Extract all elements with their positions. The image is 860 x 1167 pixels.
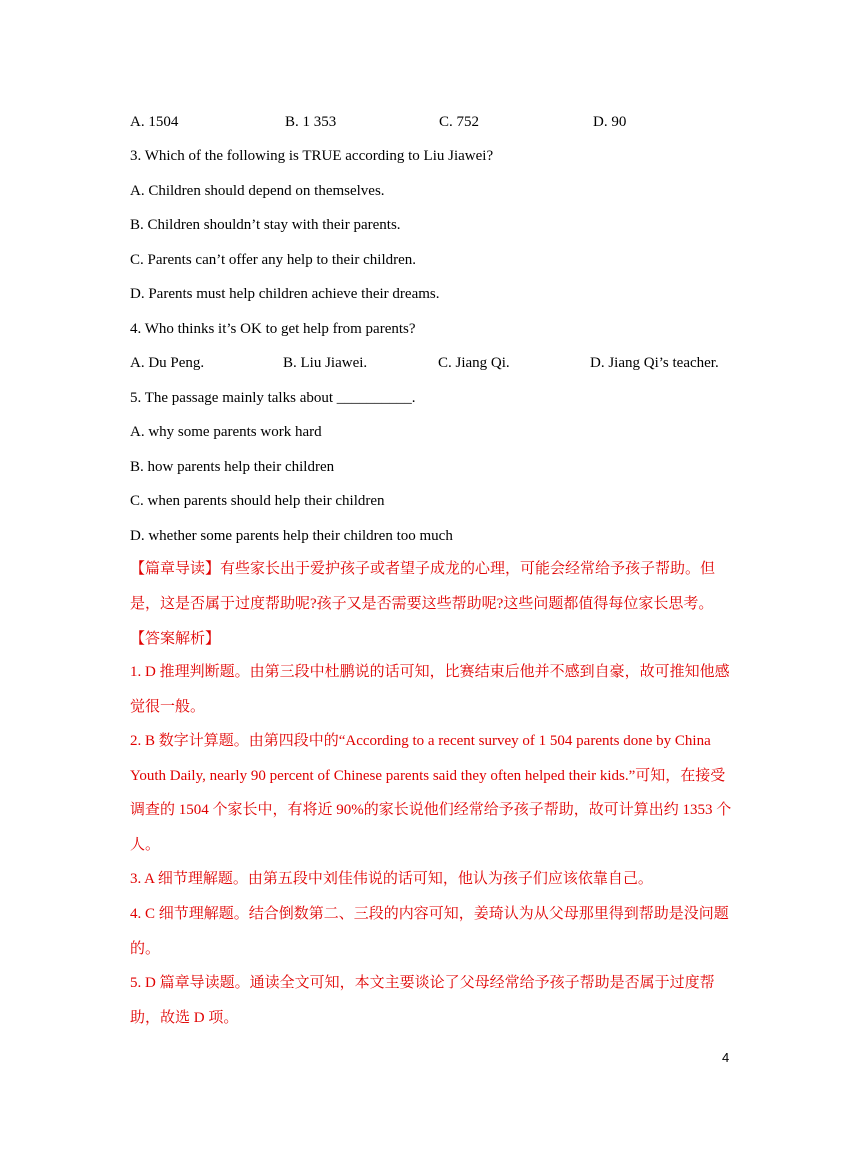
q3-option-c: C. Parents can’t offer any help to their children. — [130, 252, 417, 268]
answer-analysis-title: 【答案解析】 — [130, 631, 221, 647]
q3-option-d: D. Parents must help children achieve their dreams. — [130, 286, 440, 302]
q5-question: 5. The passage mainly talks about __________. — [130, 390, 416, 406]
q4-option-a: A. Du Peng. — [130, 355, 205, 371]
q2-option-a: A. 1504 — [130, 114, 179, 130]
q4-option-b: B. Liu Jiawei. — [283, 355, 368, 371]
q5-option-d: D. whether some parents help their children too much — [130, 528, 453, 544]
q5-option-a: A. why some parents work hard — [130, 424, 322, 440]
q4-option-c: C. Jiang Qi. — [438, 355, 510, 371]
answer-3: 3. A 细节理解题。由第五段中刘佳伟说的话可知，他认为孩子们应该依靠自己。 — [130, 871, 653, 887]
answer-5: 5. D 篇章导读题。通读全文可知，本文主要谈论了父母经常给予孩子帮助是否属于过度帮助，故选 D 项。 — [130, 975, 715, 1026]
q3-option-a: A. Children should depend on themselves. — [130, 183, 385, 199]
page-number: 4 — [722, 1050, 730, 1065]
answer-2: 2. B 数字计算题。由第四段中的“According to a recent survey of 1 504 parents done by China Youth Daily, nearly 90 percent of Chinese parents said they often helped their kids.”可知，在接受调查的 1504 个家长中，有将近 90%的家长说他们经常给予孩子帮助，故可计算出约 1353 个人。 — [130, 733, 732, 853]
q2-option-d: D. 90 — [593, 114, 627, 130]
q3-option-b: B. Children shouldn’t stay with their parents. — [130, 217, 401, 233]
answer-4: 4. C 细节理解题。结合倒数第二、三段的内容可知，姜琦认为从父母那里得到帮助是没问题的。 — [130, 906, 729, 957]
q4-question: 4. Who thinks it’s OK to get help from parents? — [130, 321, 416, 337]
q4-option-d: D. Jiang Qi’s teacher. — [590, 355, 719, 371]
passage-guide: 【篇章导读】有些家长出于爱护孩子或者望子成龙的心理，可能会经常给予孩子帮助。但是，这是否属于过度帮助呢?孩子又是否需要这些帮助呢?这些问题都值得每位家长思考。 — [130, 561, 716, 612]
q2-option-b: B. 1 353 — [285, 114, 337, 130]
q2-option-c: C. 752 — [439, 114, 480, 130]
q3-question: 3. Which of the following is TRUE according to Liu Jiawei? — [130, 148, 494, 164]
q5-option-b: B. how parents help their children — [130, 459, 335, 475]
answer-1: 1. D 推理判断题。由第三段中杜鹏说的话可知，比赛结束后他并不感到自豪，故可推知他感觉很一般。 — [130, 664, 730, 715]
q5-option-c: C. when parents should help their children — [130, 493, 385, 509]
